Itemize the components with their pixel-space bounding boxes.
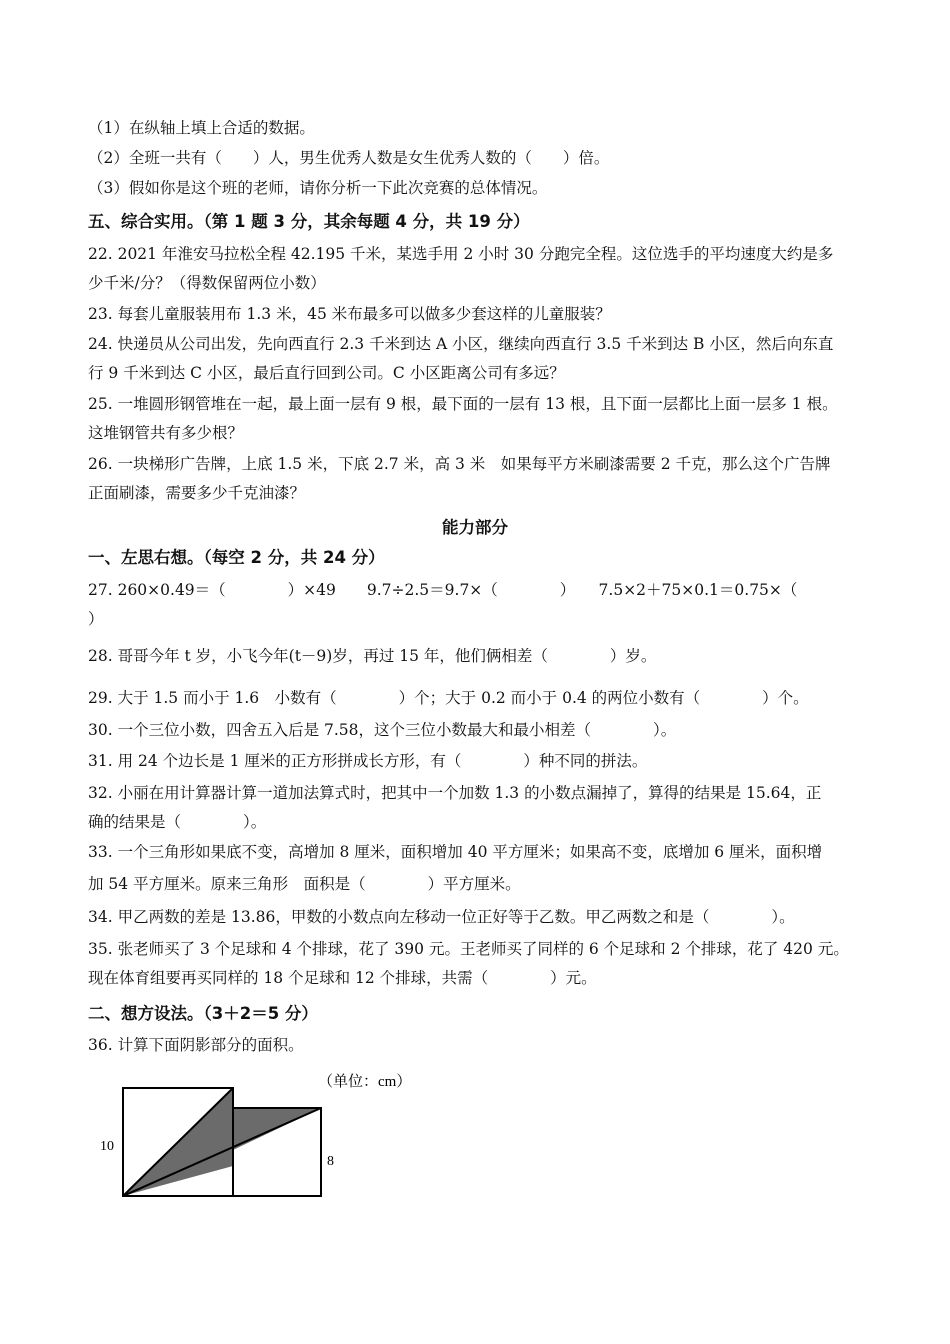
question-36: 36. 计算下面阴影部分的面积。 (88, 1036, 304, 1054)
question-21-part-2: （2）全班一共有（ ）人，男生优秀人数是女生优秀人数的（ ）倍。 (88, 149, 610, 167)
question-21-part-1: （1）在纵轴上填上合适的数据。 (88, 119, 315, 137)
question-34: 34. 甲乙两数的差是 13.86，甲数的小数点向左移动一位正好等于乙数。甲乙两数之和是（ ）。 (88, 908, 795, 926)
question-29: 29. 大于 1.5 而小于 1.6 小数有（ ）个；大于 0.2 而小于 0.4 的两位小数有（ ）个。 (88, 689, 809, 707)
question-21-part-3: （3）假如你是这个班的老师，请你分析一下此次竞赛的总体情况。 (88, 179, 548, 197)
question-25-line-2: 这堆钢管共有多少根？ (88, 424, 244, 442)
question-25-line-1: 25. 一堆圆形钢管堆在一起，最上面一层有 9 根，最下面的一层有 13 根，且下面一层都比上面一层多 1 根。 (88, 395, 838, 413)
question-30: 30. 一个三位小数，四舍五入后是 7.58，这个三位小数最大和最小相差（ ）。 (88, 721, 677, 739)
question-35-line-1: 35. 张老师买了 3 个足球和 4 个排球，花了 390 元。王老师买了同样的 6 个足球和 2 个排球，花了 420 元。 (88, 940, 849, 958)
question-28: 28. 哥哥今年 t 岁，小飞今年(t－9)岁，再过 15 年，他们俩相差（ ）岁。 (88, 647, 657, 665)
section-1-heading: 一、左思右想。（每空 2 分，共 24 分） (88, 548, 385, 567)
question-22-line-1: 22. 2021 年淮安马拉松全程 42.195 千米，某选手用 2 小时 30 分跑完全程。这位选手的平均速度大约是多 (88, 245, 834, 263)
question-23: 23. 每套儿童服装用布 1.3 米，45 米布最多可以做多少套这样的儿童服装？ (88, 305, 611, 323)
question-26-line-2: 正面刷漆，需要多少千克油漆？ (88, 484, 306, 502)
question-31: 31. 用 24 个边长是 1 厘米的正方形拼成长方形，有（ ）种不同的拼法。 (88, 752, 648, 770)
shaded-area-figure (90, 1068, 430, 1208)
question-27-line-2: ） (88, 610, 104, 628)
question-33-line-2: 加 54 平方厘米。原来三角形 面积是（ ）平方厘米。 (88, 875, 521, 893)
ability-part-title: 能力部分 (442, 518, 508, 537)
question-32-line-1: 32. 小丽在用计算器计算一道加法算式时，把其中一个加数 1.3 的小数点漏掉了，算得的结果是 15.64，正 (88, 784, 822, 802)
section-5-heading: 五、综合实用。（第 1 题 3 分，其余每题 4 分，共 19 分） (88, 212, 530, 231)
question-26-line-1: 26. 一块梯形广告牌，上底 1.5 米，下底 2.7 米，高 3 米 如果每平方米刷漆需要 2 千克，那么这个广告牌 (88, 455, 831, 473)
question-32-line-2: 确的结果是（ ）。 (88, 813, 267, 831)
question-22-line-2: 少千米/分？（得数保留两位小数） (88, 274, 326, 292)
question-24-line-2: 行 9 千米到达 C 小区，最后直行回到公司。C 小区距离公司有多远？ (88, 364, 565, 382)
question-35-line-2: 现在体育组要再买同样的 18 个足球和 12 个排球，共需（ ）元。 (88, 969, 597, 987)
side-label-left: 10 (100, 1139, 114, 1154)
unit-label: （单位：cm） (318, 1074, 412, 1090)
question-27-line-1: 27. 260×0.49＝（ ）×49 9.7÷2.5＝9.7×（ ） 7.5×2＋75×0.1＝0.75×（ (88, 581, 798, 599)
question-24-line-1: 24. 快递员从公司出发，先向西直行 2.3 千米到达 A 小区，继续向西直行 3.5 千米到达 B 小区，然后向东直 (88, 335, 834, 353)
section-2-heading: 二、想方设法。（3＋2＝5 分） (88, 1004, 318, 1023)
side-label-right: 8 (327, 1154, 334, 1169)
question-33-line-1: 33. 一个三角形如果底不变，高增加 8 厘米，面积增加 40 平方厘米；如果高不变，底增加 6 厘米，面积增 (88, 843, 823, 861)
